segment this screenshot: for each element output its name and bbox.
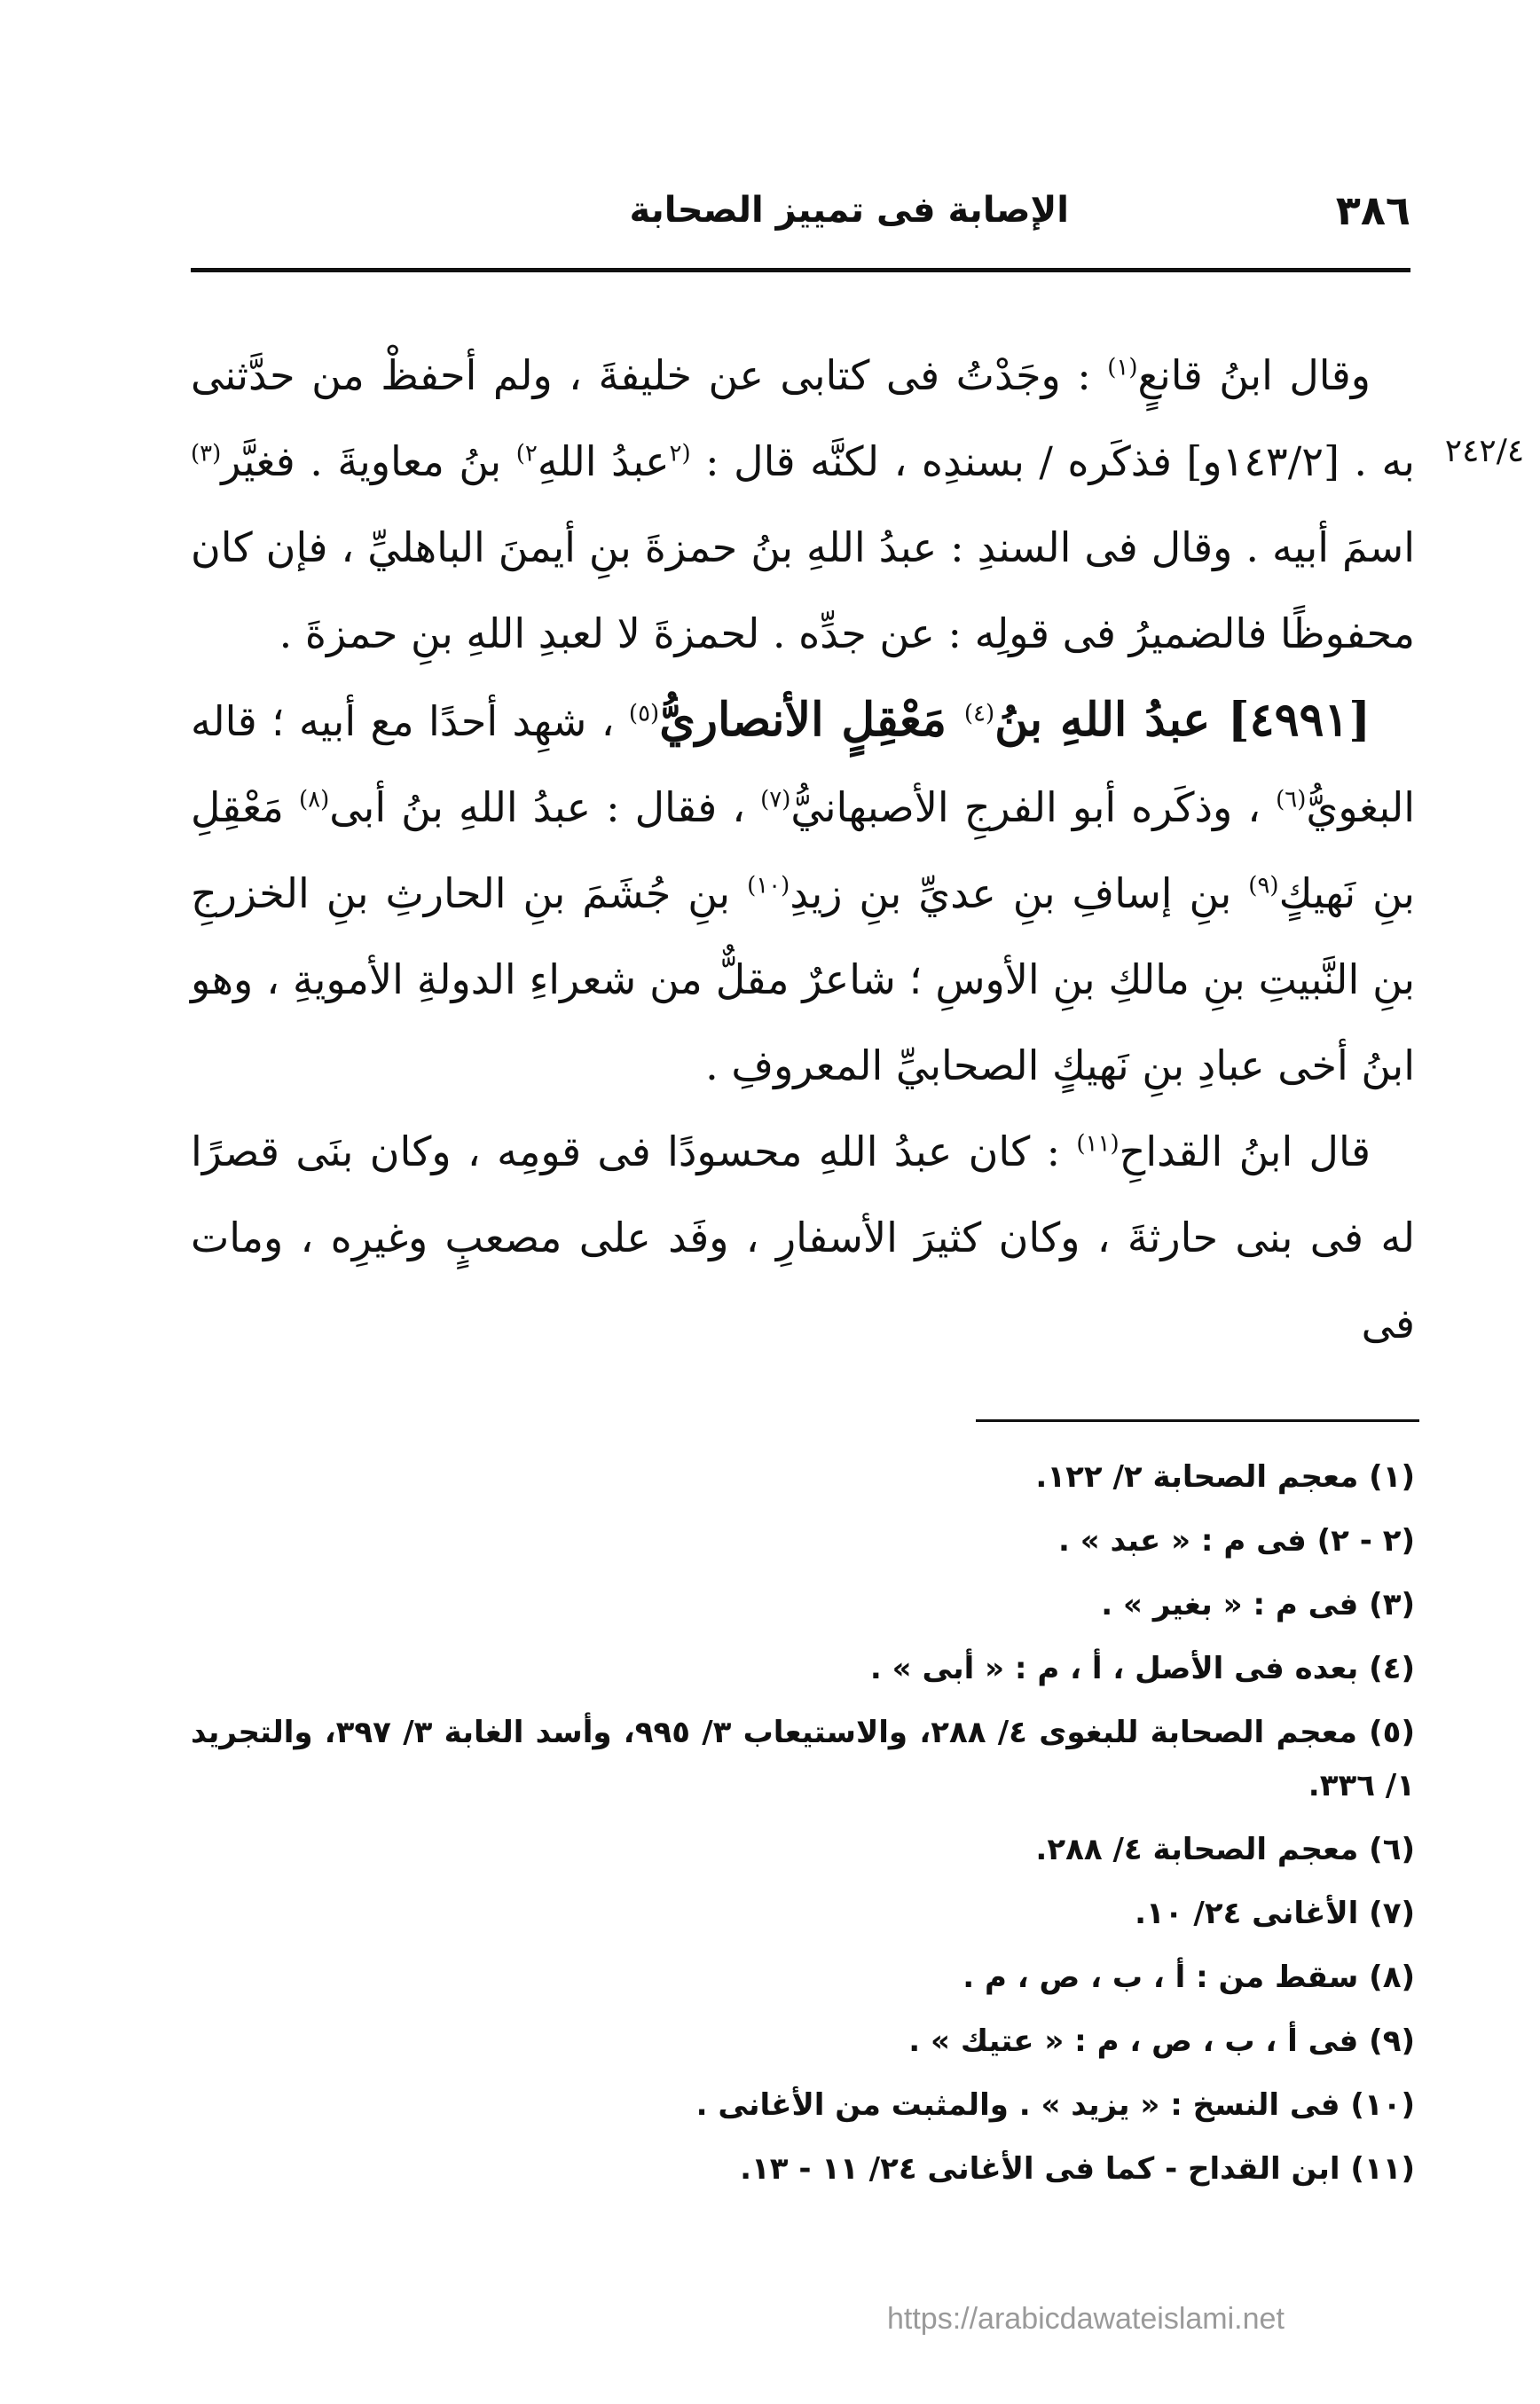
footnote-3: (٣) فى م : « بغير » . bbox=[1101, 1587, 1415, 1622]
footnote-5: (٥) معجم الصحابة للبغوى ٤/ ٢٨٨، والاستيعاب ٣/ ٩٩٥، وأسد الغابة ٣/ ٣٩٧، والتجريد ١/ ٣٣٦. bbox=[191, 1715, 1415, 1803]
header-rule bbox=[191, 268, 1410, 272]
footnote-marker: ٢) bbox=[515, 440, 538, 467]
footnote-10: (١٠) فى النسخ : « يزيد » . والمثبت من الأغانى . bbox=[695, 2087, 1415, 2123]
text-run: بنِ جُشَمَ بنِ الحارثِ بنِ الخزرجِ بنِ النَّبيتِ بنِ مالكِ بنِ الأوسِ ؛ شاعرٌ مقلٌّ من شعراءِ الدولةِ الأمويةِ ، وهو ابنُ أخى عبادِ بنِ نَهيكٍ الصحابيِّ المعروفِ . bbox=[191, 869, 1415, 1089]
footnote-11: (١١) ابن القداح - كما فى الأغانى ٢٤/ ١١ - ١٣. bbox=[740, 2151, 1415, 2187]
footnote-marker: (١٠) bbox=[747, 872, 790, 900]
footnote-7: (٧) الأغانى ٢٤/ ١٠. bbox=[1135, 1896, 1415, 1931]
footnote-marker: (٦) bbox=[1276, 786, 1307, 813]
footnote-marker: (١) bbox=[1107, 354, 1138, 381]
text-run: مَعْقِلِ بنِ نَهيكٍ bbox=[191, 783, 1415, 917]
text-run: ، وذكَره أبو الفرجِ الأصبهانيُّ bbox=[790, 783, 1277, 831]
page-number: ٣٨٦ bbox=[1335, 186, 1410, 234]
text-run: بنُ معاويةَ . فغيَّر bbox=[221, 437, 516, 485]
footnote-8: (٨) سقط من : أ ، ب ، ص ، م . bbox=[962, 1960, 1415, 1995]
footnote-marker: (٤) bbox=[963, 700, 995, 727]
text-run: ، شهِد أحدًا مع أبيه ؛ قاله البغويُّ bbox=[191, 697, 1415, 831]
entry-4991 bbox=[191, 677, 1415, 1109]
footnotes bbox=[191, 1450, 1415, 2206]
footnote-2: (٢ - ٢) فى م : « عبد » . bbox=[1057, 1523, 1415, 1559]
footnote-9: (٩) فى أ ، ب ، ص ، م : « عتيك » . bbox=[908, 2023, 1415, 2059]
footnote-marker: (٢ bbox=[669, 440, 691, 467]
footnote-6: (٦) معجم الصحابة ٤/ ٢٨٨. bbox=[1035, 1832, 1415, 1867]
text-run: عبدُ اللهِ bbox=[537, 437, 670, 485]
paragraph-ibn-al-qaddah bbox=[191, 1109, 1415, 1367]
text-run: بنِ إسافِ بنِ عديِّ بنِ زيدِ bbox=[790, 869, 1249, 917]
text-run: وقال ابنُ قانعٍ bbox=[1137, 351, 1371, 399]
footnote-4: (٤) بعده فى الأصل ، أ ، م : « أبى » . bbox=[869, 1651, 1415, 1686]
page-header bbox=[191, 177, 1410, 257]
footnote-1: (١) معجم الصحابة ٢/ ١٢٢. bbox=[1035, 1459, 1415, 1495]
text-run: : كان عبدُ اللهِ محسودًا فى قومِه ، وكان بنَى قصرًا له فى بنى حارثةَ ، وكان كثيرَ الأسفارِ ، وفَد على مصعبٍ وغيرِه ، ومات فى bbox=[191, 1127, 1415, 1347]
main-text bbox=[191, 333, 1415, 1367]
margin-volume-reference: ٢٤٢/٤ bbox=[1444, 433, 1525, 469]
entry-heading: [٤٩٩١] عبدُ اللهِ بنُ bbox=[994, 693, 1371, 747]
footnote-marker: (٨) bbox=[298, 786, 330, 813]
footnote-marker: (٣) bbox=[191, 440, 222, 467]
entry-heading: مَعْقِلٍ الأنصاريُّ bbox=[659, 693, 964, 747]
text-run: : وجَدْتُ فى كتابى عن خليفةَ ، ولم أحفظْ من حدَّثنى به . [١٤٣/٢و] فذكَره / بسندِه ، لكنَّه قال : bbox=[191, 351, 1415, 485]
text-run: قال ابنُ القداحِ bbox=[1119, 1127, 1371, 1175]
text-run: ، فقال : عبدُ اللهِ بنُ أبى bbox=[329, 783, 761, 831]
text-run: اسمَ أبيه . وقال فى السندِ : عبدُ اللهِ بنُ حمزةَ بنِ أيمنَ الباهليِّ ، فإن كان محفوظًا فالضميرُ فى قولِه : عن جدِّه . لحمزةَ لا لعبدِ اللهِ بنِ حمزةَ . bbox=[191, 523, 1415, 657]
footnote-marker: (٥) bbox=[628, 700, 660, 727]
footnote-marker: (١١) bbox=[1076, 1130, 1120, 1158]
watermark-url: https://arabicdawateislami.net bbox=[887, 2302, 1285, 2336]
footnote-marker: (٩) bbox=[1248, 872, 1279, 900]
paragraph-ibn-qani bbox=[191, 333, 1415, 677]
footnote-rule bbox=[976, 1419, 1419, 1422]
running-title: الإصابة فى تمييز الصحابة bbox=[629, 190, 1069, 231]
footnote-marker: (٧) bbox=[760, 786, 791, 813]
